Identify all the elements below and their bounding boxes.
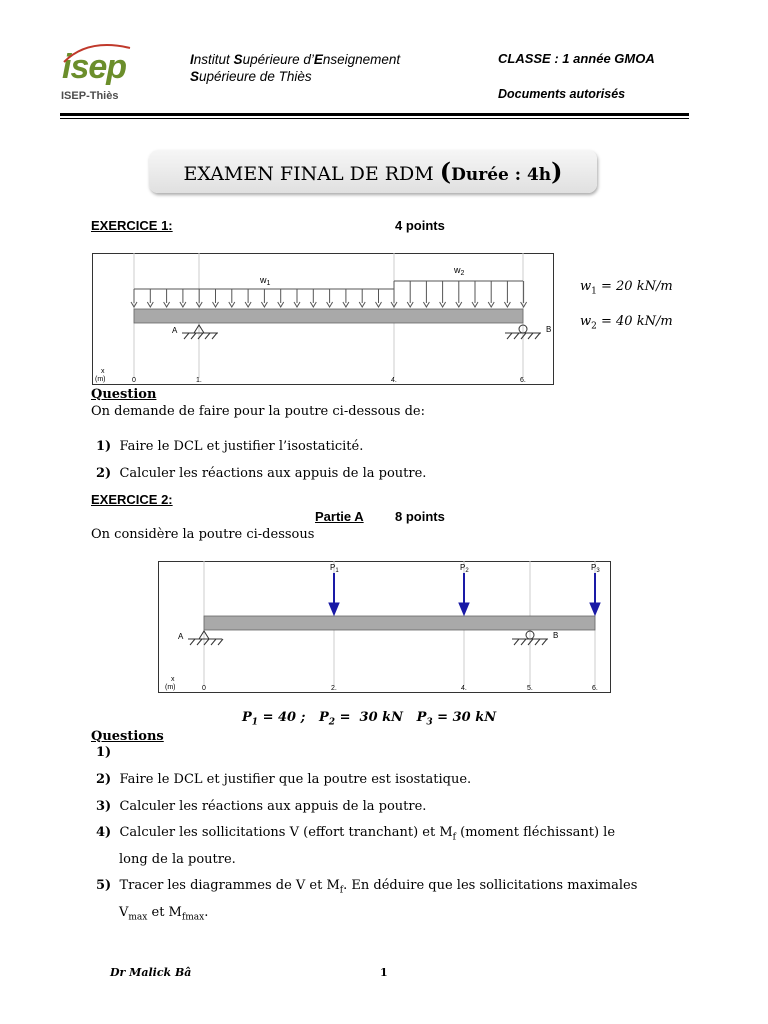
- beam-2: [204, 616, 595, 630]
- header-rule: [60, 113, 689, 116]
- list-item: 2) Calculer les réactions aux appuis de la poutre.: [96, 466, 427, 481]
- exercise1-heading: EXERCICE 1:: [91, 218, 173, 233]
- list-item: 1) Faire le DCL et justifier l’isostaticité.: [96, 439, 364, 454]
- header-rule-thin: [60, 118, 689, 119]
- page-number: 1: [380, 966, 388, 979]
- class-label: CLASSE : 1 année GMOA: [498, 51, 655, 66]
- beam-figure-2: [158, 561, 611, 693]
- load-label-w2: $w_2$: [454, 265, 465, 277]
- exercise1-intro: On demande de faire pour la poutre ci-dessous de:: [91, 404, 425, 419]
- exam-title: EXAMEN FINAL DE RDM (Durée : 4h): [183, 157, 563, 186]
- list-item: 3) Calculer les réactions aux appuis de la poutre.: [96, 799, 427, 814]
- load-label-p2: $P_2$: [460, 563, 469, 574]
- w1-value: $w_1 = 20$ kN/m: [580, 279, 673, 297]
- tick-label: 1.: [196, 377, 202, 384]
- load-label-w1: $w_1$: [260, 275, 271, 287]
- load-label-p1: $P_1$: [330, 563, 339, 574]
- list-item-continuation: $V_{max}$ et $M_{fmax}$.: [119, 905, 209, 923]
- load-p1-value: $P_1 = 40$ ;: [242, 710, 306, 728]
- questions-title: Questions: [91, 729, 164, 744]
- partie-a-label: Partie A: [315, 509, 364, 524]
- exercise2-heading: EXERCICE 2:: [91, 492, 173, 507]
- tick-label: 0: [202, 685, 206, 692]
- list-item-continuation: long de la poutre.: [119, 852, 236, 867]
- institute-name: Institut Supérieure d’Enseignement Supérieure de Thiès: [190, 52, 401, 84]
- support-label-a: A: [178, 632, 184, 641]
- tick-label: 4.: [391, 377, 397, 384]
- axis-label-unit: (m): [165, 684, 176, 691]
- list-item: 1): [96, 745, 112, 760]
- logo-subtitle: ISEP-Thiès: [61, 90, 119, 102]
- tick-label: 4.: [461, 685, 467, 692]
- question-title: Question: [91, 387, 157, 402]
- support-label-a: A: [172, 326, 178, 335]
- footer-author: Dr Malick Bâ: [110, 966, 192, 979]
- tick-label: 6.: [592, 685, 598, 692]
- exercise2-points: 8 points: [395, 509, 445, 524]
- documents-label: Documents autorisés: [498, 87, 626, 101]
- load-p3-value: $P_3 = 30$ kN: [416, 710, 497, 728]
- tick-label: 5.: [527, 685, 533, 692]
- load-p2-value: $P_2 = 30$ kN: [319, 710, 404, 728]
- load-label-p3: $P_3$: [591, 563, 600, 574]
- list-item: 2) Faire le DCL et justifier que la poutre est isostatique.: [96, 772, 472, 787]
- exercise2-intro: On considère la poutre ci-dessous: [91, 527, 315, 542]
- tick-label: 6.: [520, 377, 526, 384]
- tick-label: 2.: [331, 685, 337, 692]
- beam-1: [134, 309, 523, 323]
- axis-label-x: x: [171, 676, 175, 683]
- beam-figure-1: [92, 253, 554, 385]
- list-item: 4) Calculer les sollicitations V (effort tranchant) et $M_f$ (moment fléchissant) le: [96, 825, 616, 843]
- support-label-b: B: [553, 631, 559, 640]
- load-values: [242, 710, 496, 728]
- w2-value: $w_2 = 40$ kN/m: [580, 314, 673, 332]
- exercise1-points: 4 points: [395, 218, 445, 233]
- logo-swoosh-icon: [58, 40, 138, 70]
- support-label-b: B: [546, 325, 552, 334]
- axis-label-unit: (m): [95, 376, 106, 383]
- list-item: 5) Tracer les diagrammes de V et $M_f$. En déduire que les sollicitations maximales: [96, 878, 638, 896]
- tick-label: 0: [132, 377, 136, 384]
- axis-label-x: x: [101, 368, 105, 375]
- isep-logo: isep: [62, 48, 127, 86]
